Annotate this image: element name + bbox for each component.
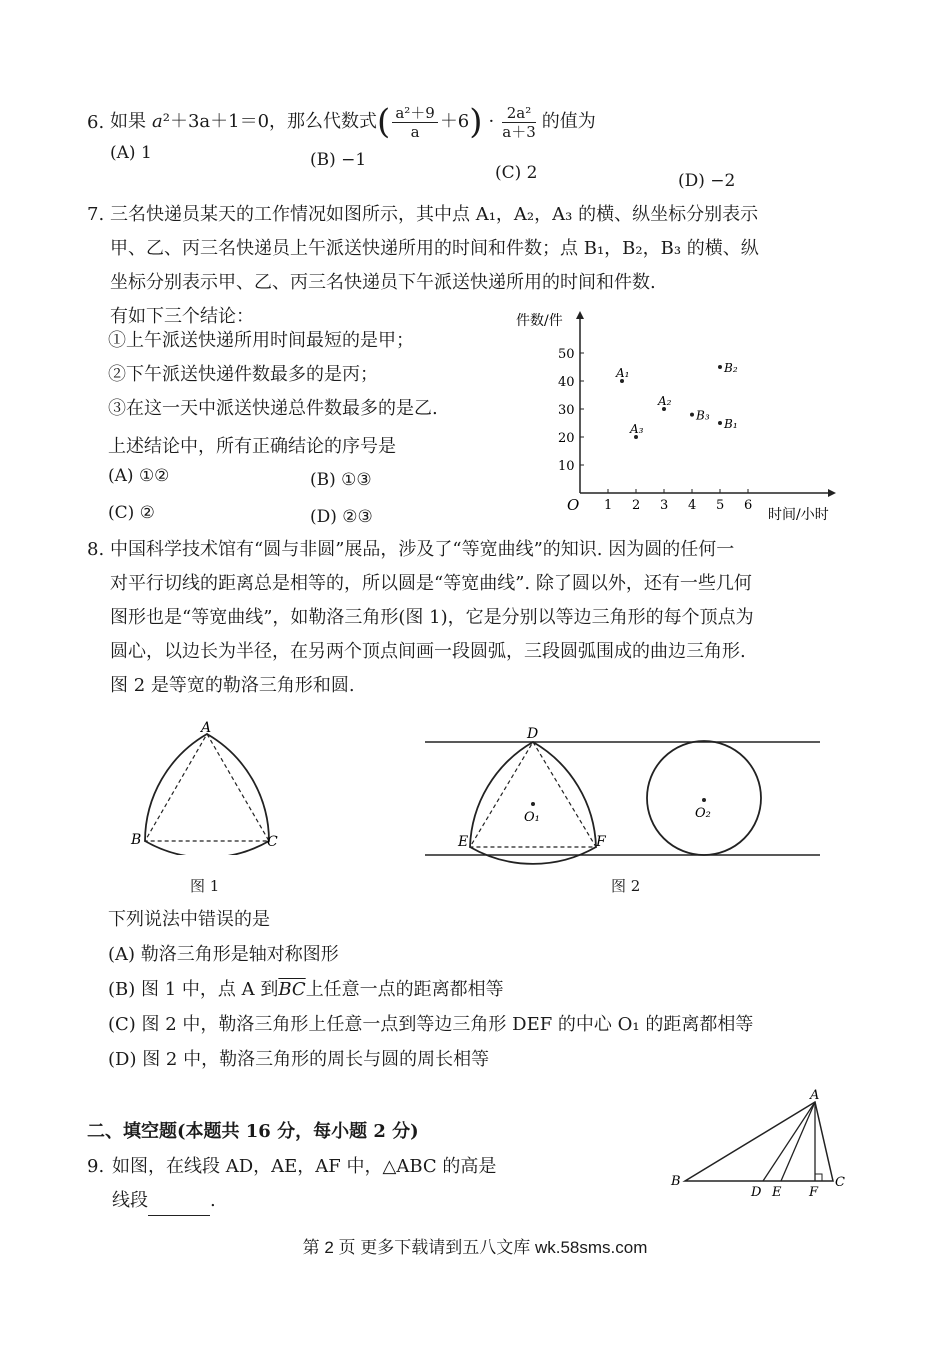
q7-line-3: 坐标分别表示甲、乙、丙三名快递员下午派送快递所用的时间和件数.	[110, 272, 656, 293]
q9-line-2-post: .	[210, 1190, 216, 1211]
x-tick-label: 2	[632, 498, 641, 513]
q9-line-2	[112, 1186, 216, 1216]
q6-option-b[interactable]: (B) −1	[310, 150, 367, 170]
q8-figure-2	[420, 720, 825, 865]
fig2-label-o1: O₁	[524, 810, 540, 825]
q9-label-b: B	[671, 1174, 681, 1189]
x-tick-label: 5	[716, 498, 725, 513]
q8-option-b[interactable]	[108, 975, 504, 1005]
segment-ae	[781, 1102, 815, 1181]
q8-option-c[interactable]: (C) 图 2 中，勒洛三角形上任意一点到等边三角形 DEF 的中心 O₁ 的距离都相等	[108, 1014, 754, 1035]
right-angle-mark	[815, 1174, 822, 1181]
q7-option-b[interactable]: (B) ①③	[310, 470, 372, 490]
q8-option-b-arc: $\overline{BC}$	[278, 979, 306, 1000]
q6-left-paren: (	[377, 102, 391, 142]
q7-conclusion-1: ①上午派送快递所用时间最短的是甲；	[108, 330, 414, 351]
q9-number: 9.	[87, 1156, 105, 1177]
y-axis-arrow	[576, 311, 584, 319]
q6-option-d[interactable]: (D) −2	[678, 171, 736, 191]
q6-plus-six: ＋6	[439, 111, 470, 132]
page-footer: 第 2 页 更多下载请到五八文库 wk.58sms.com	[302, 1238, 648, 1257]
q6-frac2-numerator: 2a²	[502, 104, 536, 123]
fig1-label-a: A	[201, 720, 212, 736]
x-tick-label: 1	[604, 498, 613, 513]
section2-title: 二、填空题(本题共 16 分，每小题 2 分)	[87, 1121, 419, 1142]
q9-label-d: D	[751, 1185, 762, 1200]
q8-option-b-pre: (B) 图 1 中，点 A 到	[108, 979, 279, 1000]
scatter-point	[718, 421, 722, 425]
q9-figure	[665, 1088, 850, 1203]
q9-label-f: F	[809, 1185, 819, 1200]
inner-triangle-1	[145, 734, 269, 841]
q8-option-d[interactable]: (D) 图 2 中，勒洛三角形的周长与圆的周长相等	[108, 1049, 490, 1070]
q8-line-3: 图形也是“等宽曲线”，如勒洛三角形(图 1)，它是分别以等边三角形的每个顶点为	[110, 607, 754, 628]
fig2-label-d: D	[527, 726, 539, 742]
y-tick-label: 30	[558, 403, 575, 418]
x-tick-label: 6	[744, 498, 753, 513]
origin-label: O	[567, 496, 580, 514]
q9-line-1: 如图，在线段 AD，AE，AF 中，△ABC 的高是	[112, 1156, 497, 1177]
q7-conclusion-3: ③在这一天中派送快递总件数最多的是乙.	[108, 398, 438, 419]
q9-label-c: C	[835, 1175, 845, 1190]
scatter-point-label: B₁	[724, 417, 738, 431]
scatter-point	[690, 413, 694, 417]
q6-var-a: a	[152, 111, 163, 132]
scatter-point-label: B₂	[724, 361, 738, 375]
q8-line-1: 中国科学技术馆有“圆与非圆”展品，涉及了“等宽曲线”的知识. 因为圆的任何一	[110, 539, 735, 560]
q8-line-5: 图 2 是等宽的勒洛三角形和圆.	[110, 675, 355, 696]
q6-stem	[110, 100, 596, 144]
scatter-point-label: B₃	[696, 408, 710, 423]
q6-equation: ²＋3a＋1＝0，那么代数式	[162, 111, 378, 132]
q7-line-1: 三名快递员某天的工作情况如图所示，其中点 A₁，A₂，A₃ 的横、纵坐标分别表示	[110, 204, 759, 225]
q8-figure-1	[125, 720, 290, 855]
q7-ask: 上述结论中，所有正确结论的序号是	[108, 436, 396, 457]
q6-fraction-1	[392, 104, 438, 141]
fig2-label-o2: O₂	[695, 806, 711, 821]
x-axis-label: 时间/小时	[768, 507, 829, 523]
q8-option-b-post: 上任意一点的距离都相等	[305, 979, 504, 1000]
center-o1-dot	[531, 802, 535, 806]
q6-dot: ·	[488, 111, 495, 132]
fig1-label-c: C	[267, 834, 278, 850]
q7-scatter-chart	[510, 305, 850, 530]
reuleaux-triangle-1	[145, 734, 269, 855]
fig1-label-b: B	[131, 832, 142, 848]
inner-triangle-2	[470, 742, 596, 847]
triangle-abc	[685, 1102, 833, 1181]
q7-line-4: 有如下三个结论：	[110, 306, 254, 327]
x-tick-label: 3	[660, 498, 669, 513]
q6-frac1-numerator: a²＋9	[392, 104, 438, 123]
q6-number: 6.	[87, 112, 105, 133]
x-axis-arrow	[828, 489, 836, 497]
q8-fig2-caption: 图 2	[611, 877, 641, 895]
segment-ad	[763, 1102, 815, 1181]
q6-frac2-denominator: a＋3	[502, 122, 536, 141]
q6-fraction-2	[502, 104, 536, 141]
q9-answer-blank[interactable]	[148, 1197, 210, 1216]
q6-text-post: 的值为	[541, 111, 596, 132]
q7-line-2: 甲、乙、丙三名快递员上午派送快递所用的时间和件数；点 B₁，B₂，B₃ 的横、纵	[110, 238, 759, 259]
q7-option-a[interactable]: (A) ①②	[108, 466, 170, 486]
q8-line-4: 圆心，以边长为半径，在另两个顶点间画一段圆弧，三段圆弧围成的曲边三角形.	[110, 641, 746, 662]
fig2-label-e: E	[458, 834, 469, 850]
q7-number: 7.	[87, 204, 105, 225]
y-tick-label: 10	[558, 459, 575, 474]
fig2-label-f: F	[596, 834, 606, 850]
x-tick-label: 4	[688, 498, 697, 513]
center-o2-dot	[702, 798, 706, 802]
q6-text-pre: 如果	[110, 111, 146, 132]
q6-option-c[interactable]: (C) 2	[495, 163, 538, 183]
y-tick-label: 40	[558, 375, 575, 390]
q9-label-a: A	[810, 1088, 820, 1103]
q7-conclusion-2: ②下午派送快递件数最多的是丙；	[108, 364, 378, 385]
q6-right-paren: )	[469, 102, 483, 142]
scatter-point-label: A₃	[630, 422, 644, 436]
q8-line-2: 对平行切线的距离总是相等的，所以圆是“等宽曲线”. 除了圆以外，还有一些几何	[110, 573, 752, 594]
q8-fig1-caption: 图 1	[190, 877, 220, 895]
q8-number: 8.	[87, 539, 105, 560]
q7-option-c[interactable]: (C) ②	[108, 503, 155, 523]
q9-line-2-pre: 线段	[112, 1190, 148, 1211]
q8-ask: 下列说法中错误的是	[108, 909, 270, 930]
q6-option-a[interactable]: (A) 1	[110, 143, 152, 163]
scatter-point-label: A₂	[658, 394, 672, 408]
q7-option-d[interactable]: (D) ②③	[310, 507, 373, 527]
y-axis-label: 件数/件	[516, 313, 563, 329]
y-tick-label: 50	[558, 347, 575, 362]
q9-label-e: E	[772, 1185, 782, 1200]
scatter-point-label: A₁	[616, 366, 630, 380]
q6-frac1-denominator: a	[410, 122, 420, 141]
y-tick-label: 20	[558, 431, 575, 446]
scatter-point	[718, 365, 722, 369]
q8-option-a[interactable]: (A) 勒洛三角形是轴对称图形	[108, 944, 339, 965]
